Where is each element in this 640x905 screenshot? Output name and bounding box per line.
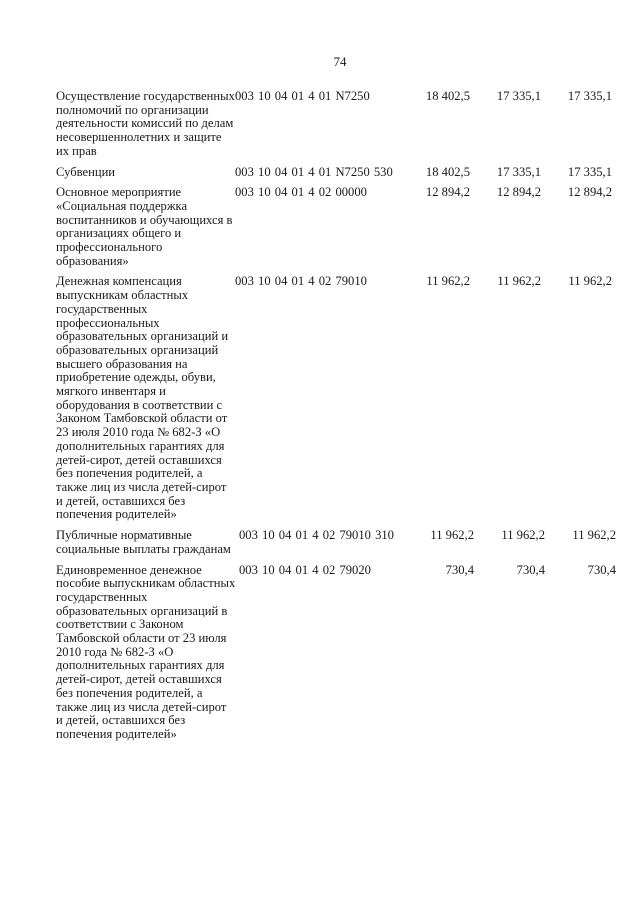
row-code: 003 10 04 01 4 01 N7250 530 <box>235 164 393 179</box>
table-row <box>0 529 640 556</box>
row-value-1: 18 402,5 <box>425 89 470 103</box>
row-value-3: 11 962,2 <box>572 528 616 543</box>
row-name: Денежная компенсация выпускникам областных государственных профессиональных образовательных организаций и образовательных организаций высшего образования на приобретение одежды, обуви, мягкого инвентаря и оборудования в соответствии с Законом Тамбовской области от 23 июля 2010 года № 682-З «О дополнительных гарантиях для детей-сирот, детей оставшихся без попечения родителей, а также лиц из числа детей-сирот и детей, оставшихся без попечения родителей» <box>56 274 229 522</box>
row-value-1: 18 402,5 <box>425 164 470 179</box>
table-row <box>0 275 640 522</box>
row-value-2: 17 335,1 <box>496 89 541 103</box>
page-number: 74 <box>333 54 347 69</box>
table-row <box>0 90 640 159</box>
table-row <box>0 166 640 180</box>
row-value-1: 11 962,2 <box>430 528 474 543</box>
row-code: 003 10 04 01 4 02 79020 <box>239 562 371 577</box>
row-name: Основное мероприятие «Социальная поддержка воспитанников и обучающихся в организациях общего и профессионального образования» <box>56 185 233 268</box>
row-value-1: 12 894,2 <box>425 185 470 200</box>
row-name: Публичные нормативные социальные выплаты гражданам <box>56 528 231 556</box>
row-value-1: 730,4 <box>445 562 474 577</box>
row-value-3: 12 894,2 <box>567 185 612 200</box>
row-value-2: 11 962,2 <box>497 274 541 289</box>
row-value-2: 11 962,2 <box>501 528 545 543</box>
row-code: 003 10 04 01 4 02 00000 <box>235 185 367 200</box>
row-name: Осуществление государственных полномочий по организации деятельности комиссий по делам несовершеннолетних и защите их прав <box>56 89 235 158</box>
row-value-1: 11 962,2 <box>426 274 470 289</box>
row-code: 003 10 04 01 4 02 79010 <box>235 274 367 289</box>
row-value-2: 17 335,1 <box>496 164 541 179</box>
row-value-3: 730,4 <box>587 562 616 577</box>
table-row <box>0 564 640 742</box>
row-value-2: 730,4 <box>516 562 545 577</box>
row-value-2: 12 894,2 <box>496 185 541 200</box>
row-value-3: 17 335,1 <box>567 164 612 179</box>
budget-table <box>0 90 640 749</box>
row-name: Субвенции <box>56 164 116 179</box>
row-name: Единовременное денежное пособие выпускникам областных государственных образовательных организаций в соответствии с Законом Тамбовской области от 23 июля 2010 года № 682-З «О дополнительных гарантиях для детей-сирот, детей оставшихся без попечения родителей, а также лиц из числа детей-сирот и детей, оставшихся без попечения родителей» <box>56 562 236 741</box>
row-value-3: 11 962,2 <box>568 274 612 289</box>
row-code: 003 10 04 01 4 01 N7250 <box>235 89 370 103</box>
row-value-3: 17 335,1 <box>567 89 612 103</box>
table-row <box>0 186 640 268</box>
row-code: 003 10 04 01 4 02 79010 310 <box>239 528 394 543</box>
